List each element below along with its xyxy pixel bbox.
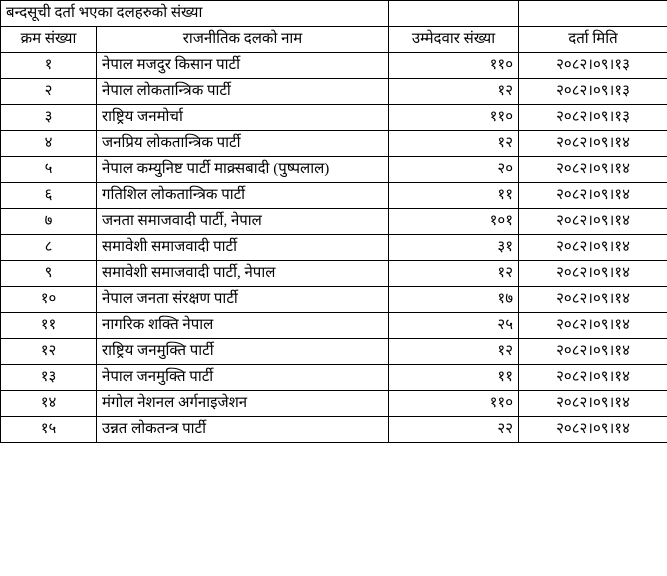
- cell-party-name: राष्ट्रिय जनमोर्चा: [97, 105, 389, 131]
- cell-registration-date: २०८२।०९।१४: [519, 365, 667, 391]
- cell-serial: ४: [1, 131, 97, 157]
- cell-registration-date: २०८२।०९।१४: [519, 287, 667, 313]
- table-row: [1, 261, 667, 287]
- cell-serial: १५: [1, 417, 97, 443]
- column-header-party-name: राजनीतिक दलको नाम: [97, 27, 389, 53]
- cell-serial: १२: [1, 339, 97, 365]
- cell-party-name: जनप्रिय लोकतान्त्रिक पार्टी: [97, 131, 389, 157]
- cell-party-name: नेपाल मजदुर किसान पार्टी: [97, 53, 389, 79]
- cell-party-name: जनता समाजवादी पार्टी, नेपाल: [97, 209, 389, 235]
- cell-party-name: नेपाल जनता संरक्षण पार्टी: [97, 287, 389, 313]
- cell-party-name: गतिशिल लोकतान्त्रिक पार्टी: [97, 183, 389, 209]
- cell-candidate-count: २५: [389, 313, 519, 339]
- cell-serial: १०: [1, 287, 97, 313]
- table-header-row: [1, 27, 667, 53]
- cell-serial: २: [1, 79, 97, 105]
- document-title: बन्दसूची दर्ता भएका दलहरुको संख्या: [1, 1, 389, 27]
- cell-registration-date: २०८२।०९।१३: [519, 53, 667, 79]
- table-row: [1, 209, 667, 235]
- table-row: [1, 105, 667, 131]
- cell-party-name: नेपाल लोकतान्त्रिक पार्टी: [97, 79, 389, 105]
- cell-party-name: राष्ट्रिय जनमुक्ति पार्टी: [97, 339, 389, 365]
- cell-serial: १३: [1, 365, 97, 391]
- cell-candidate-count: ११: [389, 365, 519, 391]
- table-row: [1, 235, 667, 261]
- cell-party-name: नेपाल कम्युनिष्ट पार्टी माक्र्सबादी (पुष्पलाल): [97, 157, 389, 183]
- cell-party-name: नागरिक शक्ति नेपाल: [97, 313, 389, 339]
- cell-registration-date: २०८२।०९।१४: [519, 339, 667, 365]
- cell-candidate-count: ३१: [389, 235, 519, 261]
- cell-serial: ११: [1, 313, 97, 339]
- cell-serial: ३: [1, 105, 97, 131]
- cell-candidate-count: ११०: [389, 53, 519, 79]
- cell-registration-date: २०८२।०९।१४: [519, 391, 667, 417]
- table-row: [1, 131, 667, 157]
- cell-registration-date: २०८२।०९।१४: [519, 131, 667, 157]
- table-row: [1, 53, 667, 79]
- table-row: [1, 339, 667, 365]
- cell-serial: १४: [1, 391, 97, 417]
- cell-serial: ६: [1, 183, 97, 209]
- cell-candidate-count: ११०: [389, 391, 519, 417]
- table-row: [1, 391, 667, 417]
- table-row: [1, 365, 667, 391]
- cell-serial: १: [1, 53, 97, 79]
- cell-candidate-count: ११: [389, 183, 519, 209]
- cell-candidate-count: १२: [389, 131, 519, 157]
- cell-candidate-count: ११०: [389, 105, 519, 131]
- cell-candidate-count: २२: [389, 417, 519, 443]
- cell-candidate-count: १२: [389, 339, 519, 365]
- cell-party-name: समावेशी समाजवादी पार्टी, नेपाल: [97, 261, 389, 287]
- table-row: [1, 417, 667, 443]
- table-body: [1, 1, 667, 443]
- cell-candidate-count: १२: [389, 261, 519, 287]
- cell-candidate-count: १०१: [389, 209, 519, 235]
- cell-serial: ९: [1, 261, 97, 287]
- cell-registration-date: २०८२।०९।१४: [519, 235, 667, 261]
- cell-serial: ८: [1, 235, 97, 261]
- cell-candidate-count: १२: [389, 79, 519, 105]
- cell-serial: ७: [1, 209, 97, 235]
- cell-serial: ५: [1, 157, 97, 183]
- table-row: [1, 157, 667, 183]
- cell-registration-date: २०८२।०९।१४: [519, 261, 667, 287]
- column-header-serial: क्रम संख्या: [1, 27, 97, 53]
- title-blank-cell-2: [519, 1, 667, 27]
- table-row: [1, 313, 667, 339]
- cell-registration-date: २०८२।०९।१४: [519, 157, 667, 183]
- cell-registration-date: २०८२।०९।१४: [519, 209, 667, 235]
- cell-candidate-count: २०: [389, 157, 519, 183]
- column-header-registration-date: दर्ता मिति: [519, 27, 667, 53]
- title-blank-cell-1: [389, 1, 519, 27]
- cell-party-name: समावेशी समाजवादी पार्टी: [97, 235, 389, 261]
- cell-candidate-count: १७: [389, 287, 519, 313]
- table-row: [1, 287, 667, 313]
- cell-party-name: मंगोल नेशनल अर्गनाइजेशन: [97, 391, 389, 417]
- cell-registration-date: २०८२।०९।१४: [519, 313, 667, 339]
- cell-registration-date: २०८२।०९।१४: [519, 183, 667, 209]
- table-row: [1, 183, 667, 209]
- cell-registration-date: २०८२।०९।१३: [519, 105, 667, 131]
- table-row: [1, 79, 667, 105]
- column-header-candidate-count: उम्मेदवार संख्या: [389, 27, 519, 53]
- cell-party-name: नेपाल जनमुक्ति पार्टी: [97, 365, 389, 391]
- cell-registration-date: २०८२।०९।१३: [519, 79, 667, 105]
- cell-party-name: उन्नत लोकतन्त्र पार्टी: [97, 417, 389, 443]
- cell-registration-date: २०८२।०९।१४: [519, 417, 667, 443]
- title-row: [1, 1, 667, 27]
